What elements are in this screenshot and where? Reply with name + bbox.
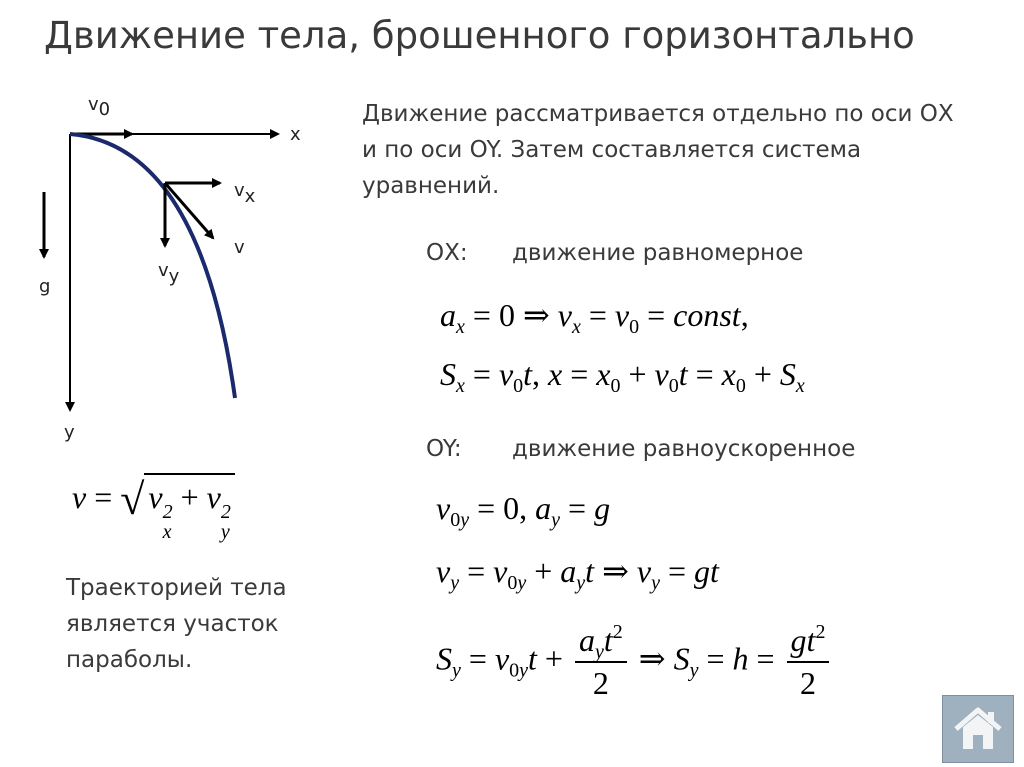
oy-formula-1: $v_{0y} = 0$, $a_y = g$ xyxy=(436,490,611,531)
oy-axis-label: OY: xyxy=(426,436,462,462)
v-label: v xyxy=(234,237,245,258)
x-axis-label: x xyxy=(290,124,301,145)
ox-formula-2: $S_x = v_0t$, $x = x_0 + v_0t = x_0 + S_x$ xyxy=(440,356,805,397)
ox-formula-1: $a_x = 0$ ⇒ $v_x = v_0$ = const, xyxy=(440,297,749,338)
trajectory-curve xyxy=(70,134,235,398)
ox-heading xyxy=(426,240,803,266)
conclusion-text: Траекторией тела является участок параболы. xyxy=(66,575,287,673)
intro-text: Движение рассматривается отдельно по оси ОХ и по оси OY. Затем составляется система уравнений. xyxy=(362,101,954,199)
vy-label: vy xyxy=(158,260,180,287)
ox-axis-label: ОХ: xyxy=(426,240,468,266)
oy-heading xyxy=(426,436,855,462)
projectile-diagram xyxy=(0,80,340,450)
g-label: g xyxy=(39,276,51,297)
fraction-ay-t2: $\frac{a_yt^2}{2}$ xyxy=(575,622,627,702)
y-axis-label: y xyxy=(64,422,75,443)
home-button[interactable] xyxy=(942,695,1014,763)
home-icon xyxy=(952,705,1004,753)
oy-description: движение равноускоренное xyxy=(512,436,856,462)
oy-formula-3: $S_y = v_{0y}t$ + $\frac{a_yt^2}{2}$ ⇒ $S_y = h$ = $\frac{gt^2}{2}$ xyxy=(436,622,833,702)
speed-formula: v = √ v 2 x + v 2 y xyxy=(72,474,235,542)
v0-label: v0 xyxy=(88,94,111,120)
slide-title: Движение тела, брошенного горизонтально xyxy=(44,14,915,57)
fraction-gt2: $\frac{gt^2}{2}$ xyxy=(787,622,830,702)
oy-formula-2: $v_y = v_{0y} + a_yt$ ⇒ $v_y$ = gt xyxy=(436,553,719,594)
vx-label: vx xyxy=(234,180,256,207)
ox-description: движение равномерное xyxy=(512,240,804,266)
